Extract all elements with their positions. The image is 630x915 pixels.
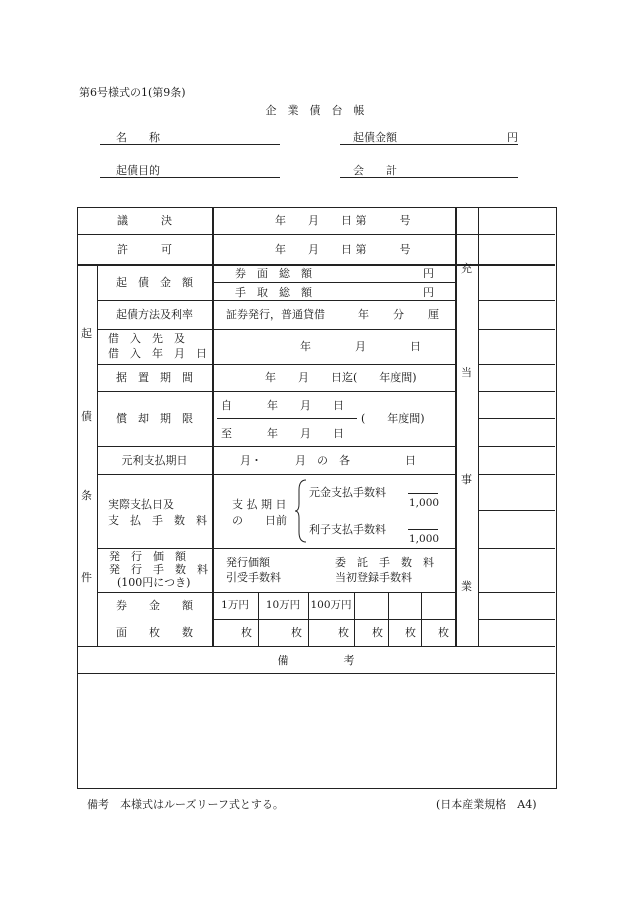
permission-label: 許 可: [117, 243, 172, 256]
pay-date-line-1: 支 払 期 日: [232, 498, 287, 511]
issue-price-label: 発行価額: [226, 556, 270, 569]
form-number: 第6号様式の1(第9条): [79, 86, 186, 99]
payment-date-label: 元利支払期日: [121, 454, 188, 467]
pay-date-line-2: の 日前: [232, 514, 287, 527]
method-rate-value: 証券発行，普通貸借: [226, 308, 325, 321]
lender-label-2: 借 入 年 月 日: [108, 347, 207, 360]
allocation-char-3: 事: [461, 473, 472, 486]
deferment-value: 年 月 日迄( 年度間): [265, 371, 417, 384]
denomination-label: 券 金 額: [116, 599, 193, 612]
amount-underline: [340, 144, 518, 145]
bond-amount-label: 起 債 金 額: [116, 276, 193, 289]
amount-unit: 円: [507, 131, 518, 144]
payment-date-value: 月・ 月 の 各 日: [240, 454, 416, 467]
resolution-value: 年 月 日 第 号: [275, 214, 411, 227]
count-cell: 枚: [241, 626, 252, 639]
conditions-char-4: 件: [81, 571, 92, 584]
denomination-cell: 10万円: [265, 599, 301, 611]
conditions-char-2: 債: [81, 410, 92, 423]
resolution-label: 議 決: [117, 214, 172, 227]
deferment-label: 据 置 期 間: [116, 371, 193, 384]
redemption-label: 償 却 期 限: [116, 412, 193, 425]
interest-fee-denominator: 1,000: [409, 533, 440, 545]
count-cell: 枚: [338, 626, 349, 639]
redemption-to: 至: [221, 427, 232, 440]
redemption-fiscal: ( 年度間): [361, 412, 425, 425]
denomination-cell: 100万円: [310, 599, 352, 611]
lender-date: 年 月 日: [300, 340, 421, 353]
count-cell: 枚: [405, 626, 416, 639]
name-label: 名 称: [116, 131, 160, 144]
rate-rin: 厘: [428, 308, 439, 321]
purpose-underline: [100, 177, 280, 178]
remarks-label: 備 考: [277, 654, 355, 667]
redemption-from: 自: [221, 399, 232, 412]
redemption-to-date: 年 月 日: [267, 427, 344, 440]
net-total-label: 手 取 総 額: [235, 286, 312, 299]
count-label: 面 枚 数: [116, 626, 193, 639]
footer-note: 備考 本様式はルーズリーフ式とする。: [87, 798, 284, 811]
brace-icon: [294, 478, 308, 544]
underwriting-label: 引受手数料: [226, 571, 281, 584]
permission-value: 年 月 日 第 号: [275, 243, 411, 256]
lender-label-1: 借 入 先 及: [108, 332, 185, 345]
issue-label-2: 発 行 手 数 料: [109, 563, 208, 576]
amount-label: 起債金額: [353, 131, 397, 144]
allocation-char-4: 業: [461, 580, 472, 593]
commission-label: 委 託 手 数 料: [335, 556, 434, 569]
rate-year: 年: [358, 308, 369, 321]
purpose-label: 起債目的: [116, 164, 160, 177]
rate-bu: 分: [393, 308, 404, 321]
name-underline: [100, 144, 280, 145]
conditions-char-3: 条: [81, 489, 92, 502]
account-label: 会 計: [353, 164, 397, 177]
principal-fee-label: 元金支払手数料: [309, 486, 386, 499]
actual-payment-label-2: 支 払 手 数 料: [108, 514, 207, 527]
count-cell: 枚: [372, 626, 383, 639]
redemption-from-date: 年 月 日: [267, 399, 344, 412]
remarks-area[interactable]: [78, 674, 554, 786]
registration-label: 当初登録手数料: [335, 571, 412, 584]
count-cell: 枚: [291, 626, 302, 639]
face-total-label: 券 面 総 額: [235, 267, 312, 280]
principal-fee-denominator: 1,000: [409, 497, 440, 509]
page-title: 企 業 債 台 帳: [265, 104, 365, 117]
count-cell: 枚: [438, 626, 449, 639]
face-total-unit: 円: [423, 267, 434, 280]
method-rate-label: 起債方法及利率: [116, 308, 193, 321]
conditions-char-1: 起: [81, 327, 92, 340]
allocation-char-1: 充: [461, 262, 472, 275]
issue-label-3: (100円につき): [117, 576, 191, 589]
allocation-char-2: 当: [461, 366, 472, 379]
net-total-unit: 円: [423, 286, 434, 299]
interest-fee-label: 利子支払手数料: [309, 523, 386, 536]
account-underline: [340, 177, 518, 178]
denomination-cell: 1万円: [221, 599, 249, 611]
issue-label-1: 発 行 価 額: [109, 550, 186, 563]
footer-standard: (日本産業規格 A4): [436, 798, 537, 811]
actual-payment-label-1: 実際支払日及: [108, 498, 174, 511]
